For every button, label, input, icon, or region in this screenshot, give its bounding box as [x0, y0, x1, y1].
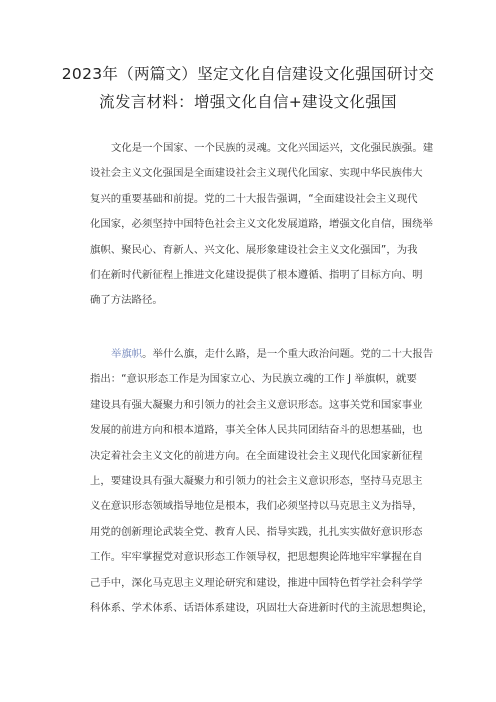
paragraph-line: 设社会主义文化强国是全面建设社会主义现代化国家、实现中华民族伟大 [90, 167, 423, 180]
title-line-2: 流发言材料：增强文化自信+建设文化强国 [99, 93, 397, 111]
paragraph-line: 发展的前进方向和根本道路，事关全体人民共同团结奋斗的思想基础，也 [90, 424, 423, 437]
paragraph-line: 确了方法路径。 [90, 294, 163, 307]
paragraph-line: 科体系、学术体系、话语体系建设，巩固壮大奋进新时代的主流思想舆论， [90, 601, 433, 614]
paragraph-line: 化国家，必须坚持中国特色社会主义文化发展道路，增强文化自信，围绕举 [90, 218, 433, 231]
paragraph-line: 旗帜、聚民心、育新人、兴文化、展形象建设社会主义文化强国”，为我 [90, 243, 418, 256]
paragraph-lead-text: 。举什么旗，走什么路，是一个重大政治问题。党的二十大报告 [142, 348, 434, 360]
paragraph-lead-heading: 举旗帜 [111, 348, 143, 360]
paragraph-line: 己手中，深化马克思主义理论研究和建设，推进中国特色哲学社会科学学 [90, 576, 423, 589]
paragraph-2 [90, 342, 434, 621]
paragraph-line: 文化是一个国家、一个民族的灵魂。文化兴国运兴，文化强民族强。建 [111, 142, 434, 154]
title-line-1: 2023年（两篇文）坚定文化自信建设文化强国研讨交 [61, 65, 435, 83]
paragraph-line: 们在新时代新征程上推进文化建设提供了根本遵循、指明了目标方向、明 [90, 268, 423, 281]
paragraph-line: 上，要建设具有强大凝聚力和引领力的社会主义意识形态，坚持马克思主 [90, 474, 423, 487]
paragraph-line: 工作。牢牢掌握党对意识形态工作领导权，把思想舆论阵地牢牢掌握在自 [90, 551, 423, 564]
paragraph-line: 决定着社会主义文化的前进方向。在全面建设社会主义现代化国家新征程 [90, 449, 423, 462]
paragraph-line: 用党的创新理论武装全党、教育人民、指导实践，扎扎实实做好意识形态 [90, 525, 423, 538]
paragraph-line: 建设具有强大凝聚力和引领力的社会主义意识形态。这事关党和国家事业 [90, 398, 423, 411]
paragraph-line: 指出：“意识形态工作是为国家立心、为民族立魂的工作 J 举旗帜，就要 [90, 373, 417, 386]
paragraph-line: 义在意识形态领域指导地位是根本，我们必须坚持以马克思主义为指导， [90, 500, 423, 513]
paragraph-1 [90, 136, 434, 314]
paragraph-line: 复兴的重要基础和前提。党的二十大报告强调，“全面建设社会主义现代 [90, 192, 418, 205]
paragraph-line [90, 342, 434, 367]
document-title [60, 60, 436, 116]
